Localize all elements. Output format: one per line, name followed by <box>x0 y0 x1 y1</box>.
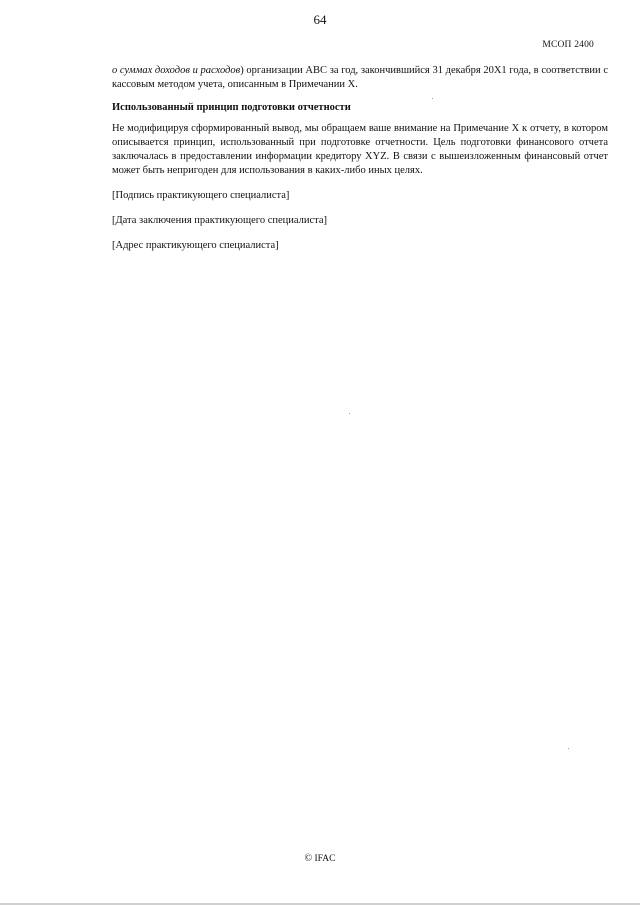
page-footer <box>0 853 640 864</box>
document-body <box>112 64 608 253</box>
signature-placeholder: [Подпись практикующего специалиста] <box>112 190 290 201</box>
scan-speck <box>432 98 433 99</box>
scan-speck <box>568 748 569 749</box>
address-placeholder: [Адрес практикующего специалиста] <box>112 240 279 251</box>
intro-italic-text: о суммах доходов и расходов <box>112 65 241 76</box>
copyright-symbol: © <box>304 853 313 864</box>
section-paragraph: Не модифицируя сформированный вывод, мы обращаем ваше внимание на Примечание Х к отчету, в котором описывается принцип, использованный при подготовке отчетности. Цель подготовки финансового отчета заключалась в предоставлении информации кредитору XYZ. В связи с вышеизложенным финансовый отчет может быть непригоден для использования в каких-либо иных целях. <box>112 123 608 176</box>
scan-speck <box>349 413 350 414</box>
footer-publisher: IFAC <box>314 854 336 864</box>
page-number: 64 <box>313 12 327 27</box>
section-heading: Использованный принцип подготовки отчетности <box>112 102 351 113</box>
document-code: МСОП 2400 <box>542 40 594 50</box>
intro-text: ) организации АВС за год, закончившийся 31 декабря 20Х1 года, в соответствии с кассовым методом учета, описанным в Примечании Х. <box>112 65 608 90</box>
date-placeholder: [Дата заключения практикующего специалиста] <box>112 215 328 226</box>
intro-paragraph <box>112 64 608 92</box>
